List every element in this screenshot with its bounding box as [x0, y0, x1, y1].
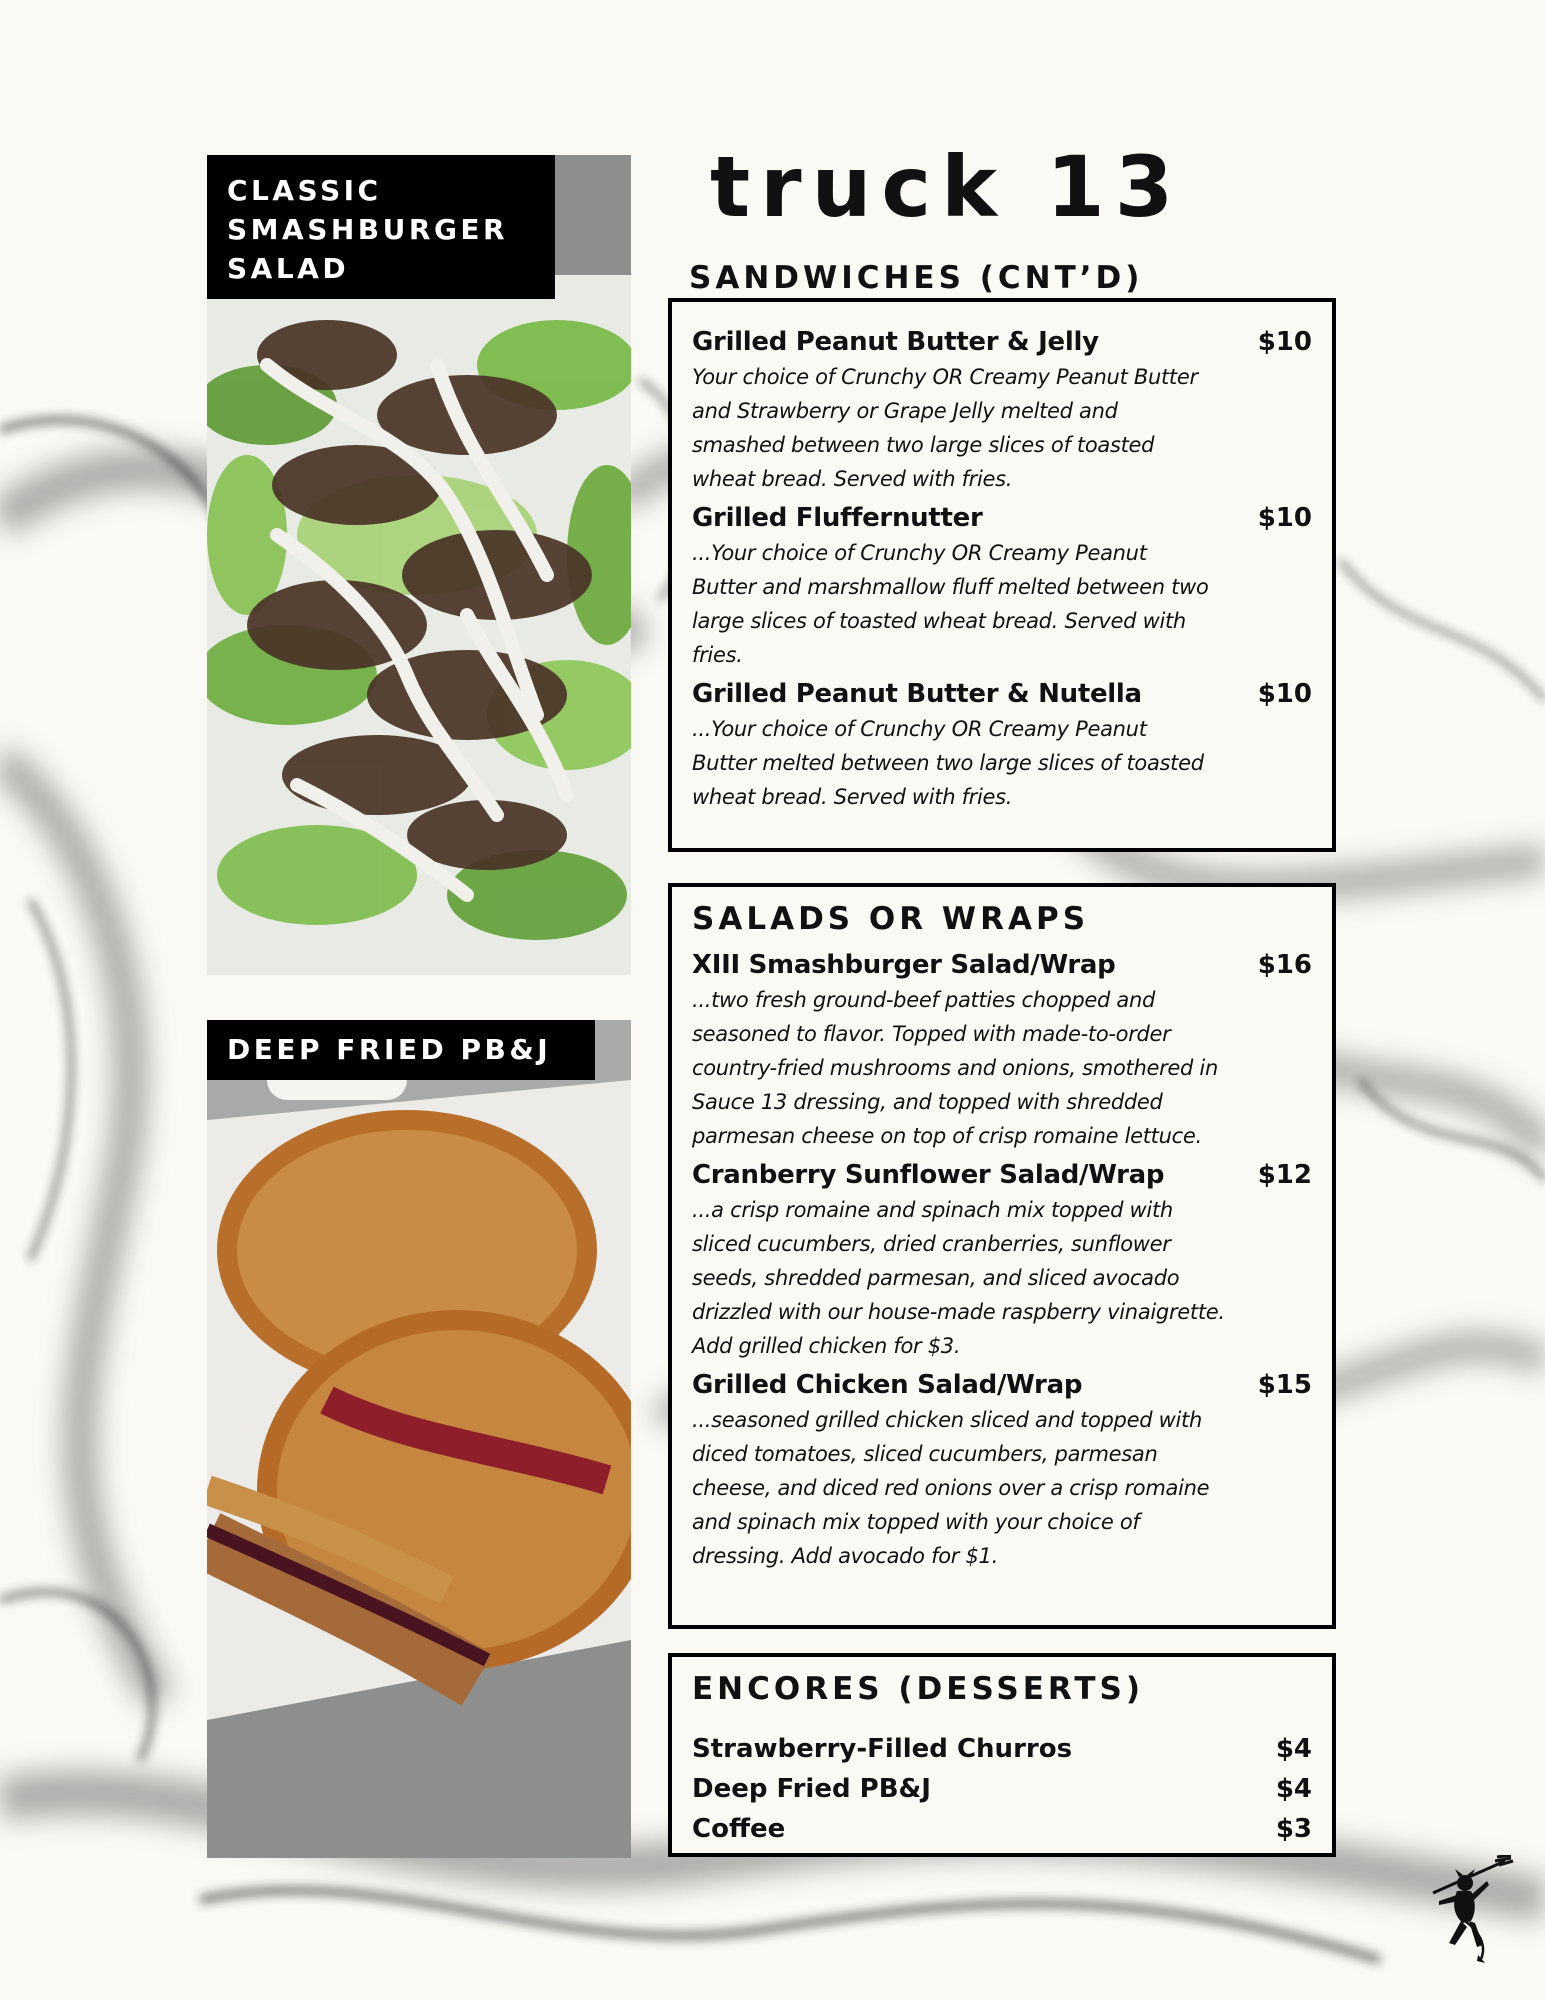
salad-photo-label: CLASSIC SMASHBURGER SALAD	[207, 155, 555, 299]
menu-item-name: Grilled Chicken Salad/Wrap	[692, 1370, 1083, 1400]
salads-heading: SALADS OR WRAPS	[692, 901, 1090, 937]
menu-item-price: $10	[1257, 327, 1312, 357]
encores-heading: ENCORES (DESSERTS)	[692, 1671, 1145, 1707]
dessert-item	[692, 1729, 1312, 1769]
sandwiches-menu-box	[668, 298, 1336, 852]
menu-item-price: $12	[1257, 1160, 1312, 1190]
dessert-name: Coffee	[692, 1814, 786, 1844]
menu-item-price: $10	[1257, 503, 1312, 533]
menu-item-name: XIII Smashburger Salad/Wrap	[692, 950, 1116, 980]
menu-item-name: Grilled Peanut Butter & Nutella	[692, 679, 1142, 709]
menu-item-name: Cranberry Sunflower Salad/Wrap	[692, 1160, 1165, 1190]
menu-item	[692, 1367, 1312, 1573]
menu-item	[692, 1157, 1312, 1363]
menu-item-description: Your choice of Crunchy OR Creamy Peanut Butter and Strawberry or Grape Jelly melted and smashed between two large slices of toasted wheat bread. Served with fries.	[692, 365, 1198, 491]
menu-item	[692, 324, 1312, 496]
brand-title: truck 13	[710, 138, 1184, 236]
pbj-photo-label: DEEP FRIED PB&J	[207, 1020, 595, 1080]
devil-figure-with-pitchfork-icon	[1425, 1855, 1515, 1965]
deep-fried-pbj-photo	[207, 1020, 631, 1858]
dessert-name: Strawberry-Filled Churros	[692, 1734, 1073, 1764]
menu-item-description: ...two fresh ground-beef patties chopped and seasoned to flavor. Topped with made-to-order country-fried mushrooms and onions, smothered in Sauce 13 dressing, and topped with shredded parmesan cheese on top of crisp romaine lettuce.	[692, 988, 1218, 1148]
menu-item	[692, 500, 1312, 672]
dessert-item	[692, 1769, 1312, 1809]
dessert-price: $3	[1275, 1814, 1312, 1844]
menu-item	[692, 947, 1312, 1153]
dessert-item	[692, 1809, 1312, 1849]
menu-item-price: $15	[1257, 1370, 1312, 1400]
encores-menu-box	[668, 1653, 1336, 1857]
dessert-name: Deep Fried PB&J	[692, 1774, 931, 1804]
menu-item-price: $10	[1257, 679, 1312, 709]
menu-item-name: Grilled Peanut Butter & Jelly	[692, 327, 1099, 357]
menu-item-name: Grilled Fluffernutter	[692, 503, 983, 533]
salads-menu-box	[668, 883, 1336, 1629]
menu-item-description: ...seasoned grilled chicken sliced and topped with diced tomatoes, sliced cucumbers, parmesan cheese, and diced red onions over a crisp romaine and spinach mix topped with your choice of dressing. Add avocado for $1.	[692, 1408, 1210, 1568]
menu-item-description: ...a crisp romaine and spinach mix topped with sliced cucumbers, dried cranberries, sunflower seeds, shredded parmesan, and sliced avocado drizzled with our house-made raspberry vinaigrette. Add grilled chicken for $3.	[692, 1198, 1225, 1358]
dessert-price: $4	[1275, 1774, 1312, 1804]
menu-item-price: $16	[1257, 950, 1312, 980]
menu-item-description: ...Your choice of Crunchy OR Creamy Peanut Butter melted between two large slices of toasted wheat bread. Served with fries.	[692, 717, 1204, 809]
menu-item	[692, 676, 1312, 814]
sandwiches-heading: SANDWICHES (CNT’D)	[689, 260, 1144, 296]
dessert-price: $4	[1275, 1734, 1312, 1764]
menu-item-description: ...Your choice of Crunchy OR Creamy Peanut Butter and marshmallow fluff melted between two large slices of toasted wheat bread. Served with fries.	[692, 541, 1209, 667]
